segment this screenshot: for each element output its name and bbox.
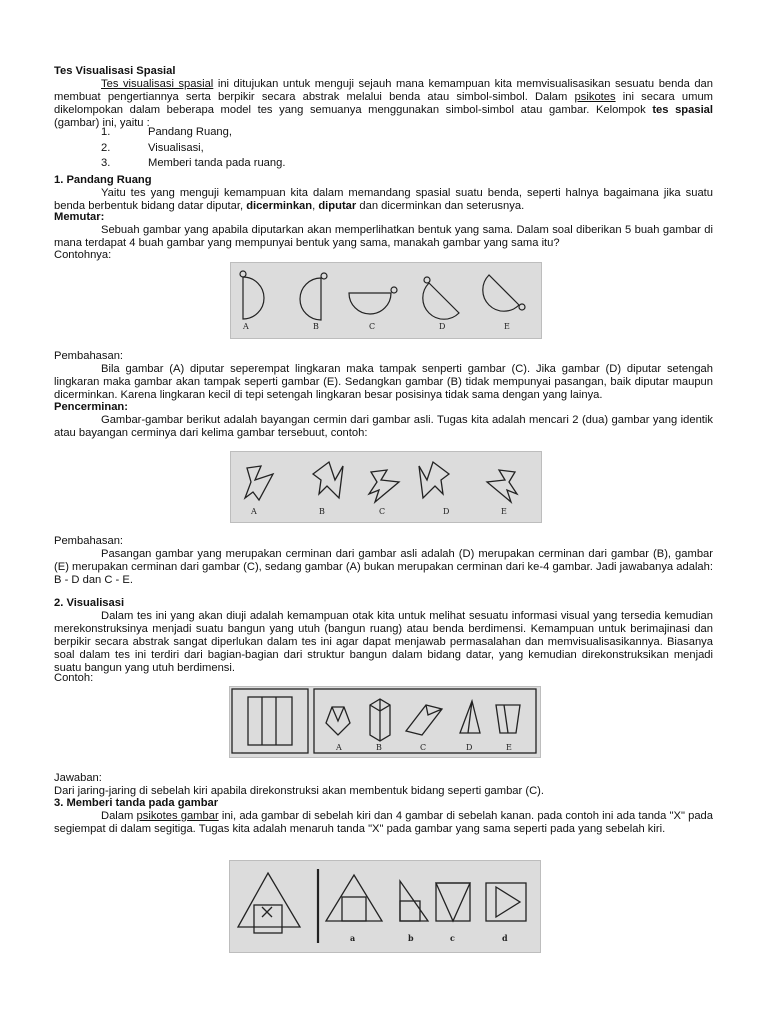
fig2-label-c: C <box>379 507 386 516</box>
fig3-label-a: A <box>336 743 342 752</box>
fig4-label-b: b <box>408 933 414 943</box>
memutar-paragraph: Sebuah gambar yang apabila diputarkan akan memperlihatkan bentuk yang sama. Dalam soal diberikan 5 buah gambar di mana terdapat 4 buah gambar yang mempunyai bentuk yang sama, manakah gambar yang sama itu? <box>54 224 713 249</box>
mirror-shape-e <box>487 470 517 502</box>
pencerminan-paragraph: Gambar-gambar berikut adalah bayangan cermin dari gambar asli. Tugas kita adalah mencari 2 (dua) gambar yang identik atau bayangan cerminya dari kelima gambar tersebuut, contoh: <box>54 414 713 439</box>
fig4-label-a: a <box>350 933 356 943</box>
shape-c <box>349 293 391 314</box>
tes-visualisasi-spasial-link[interactable]: Tes visualisasi spasial <box>101 78 214 90</box>
fig1-label-c: C <box>369 322 376 331</box>
list-item: 2. Visualisasi, <box>101 141 204 154</box>
mirror-shape-c <box>369 470 399 502</box>
option-c-square <box>436 883 470 921</box>
fig3-label-d: D <box>466 743 473 752</box>
fig2-label-d: D <box>443 507 450 516</box>
mirror-example-figure <box>230 451 542 523</box>
option-c-triangle <box>436 883 470 921</box>
net-square <box>248 697 292 745</box>
fig2-label-b: B <box>319 507 325 516</box>
section-3-paragraph: Dalam psikotes gambar ini, ada gambar di sebelah kiri dan 4 gambar di sebelah kanan. pada contoh ini ada tanda "X" pada segiempat di dalam segitiga. Tugas kita adalah menaruh tanda "X" pada gambar yang sama seperti pada yang sebelah kiri. <box>54 810 714 835</box>
jawaban-text: Dari jaring-jaring di sebelah kiri apabila direkonstruksi akan membentuk bidang seperti gambar (C). <box>54 785 544 797</box>
option-a-square <box>342 897 366 921</box>
net-frame <box>232 689 308 753</box>
shape-e-circle <box>519 304 525 310</box>
psikotes-link[interactable]: psikotes <box>574 90 616 103</box>
option-b-square <box>400 901 420 921</box>
option-d-triangle <box>496 887 520 917</box>
fig1-label-a: A <box>243 322 249 331</box>
list-item: 1. Pandang Ruang, <box>101 126 232 138</box>
visualization-example-figure <box>229 686 541 758</box>
shape-a <box>243 277 264 319</box>
test-type-list <box>54 126 713 173</box>
mirror-shape-a <box>245 466 273 500</box>
example-triangle <box>238 873 300 927</box>
shape-b-circle <box>321 273 327 279</box>
mirror-shapes-svg <box>231 452 541 522</box>
marking-example-figure <box>229 860 541 953</box>
pembahasan-1-paragraph: Bila gambar (A) diputar seperempat lingkaran maka tampak senperti gambar (C). Jika gambar (D) diputar setengah lingkaran maka gambar akan tampak seperti gambar (E). Sedangkan gambar (B) tidak mempunyai pasangan, baik diputar maupun dicerminkan. Karena lingkaran kecil di tepi setengah lingkaran besar posisinya tidak sama dengan yang lainya. <box>54 363 713 401</box>
shape-d <box>423 283 459 319</box>
section-1-heading: 1. Pandang Ruang <box>54 174 152 186</box>
rotation-shapes-svg <box>231 263 541 338</box>
psikotes-gambar-link[interactable]: psikotes gambar <box>136 810 219 822</box>
fig2-label-e: E <box>501 507 507 516</box>
document-title: Tes Visualisasi Spasial <box>54 65 176 77</box>
fig1-label-b: B <box>313 322 319 331</box>
section-1-paragraph: Yaitu tes yang menguji kemampuan kita dalam memandang spasial suatu benda, seperti halnya bagaimana jika suatu benda berbentuk bidang datar diputar, dicerminkan, diputar dan dicerminkan dan seterusnya. <box>54 187 713 212</box>
pembahasan-2-paragraph: Pasangan gambar yang merupakan cerminan dari gambar asli adalah (D) merupakan cerminan dari gambar (B), gambar (E) merupakan cerminan dari gambar (C), sedang gambar (A) bukan merupakan cerminan dari ke-4 gambar. Jadi jawabanya adalah: B - D dan C - E. <box>54 548 713 586</box>
solid-d <box>460 701 480 733</box>
contoh-label: Contoh: <box>54 672 94 684</box>
rotation-example-figure <box>230 262 542 339</box>
pembahasan-1-label: Pembahasan: <box>54 350 124 362</box>
fig3-label-b: B <box>376 743 382 752</box>
pembahasan-2-label: Pembahasan: <box>54 535 124 547</box>
mirror-shape-b <box>313 462 343 498</box>
fig1-label-e: E <box>504 322 510 331</box>
solid-a <box>326 707 350 735</box>
section-2-paragraph: Dalam tes ini yang akan diuji adalah kemampuan otak kita untuk melihat sesuatu informasi visual yang tersedia kemudian merekonstruksinya menjadi suatu bangun yang utuh (bangun ruang) atau benda berdimensi. Kemampuan untuk berimajinasi dan berpikir secara abstrak sangat diperlukan dalam tes ini agar dapat menjawab permasalahan dan memvisualisasikannya. Biasanya soal dalam tes ini terdiri dari bagian-bagian dari struktur bangun dalam bidang datar, yang kemudian direkonstruksikan menjadi suatu bangun yang utuh berdimensi. <box>54 610 713 674</box>
solid-c <box>406 705 442 735</box>
marking-shapes-svg <box>230 861 540 952</box>
shape-a-circle <box>240 271 246 277</box>
section-3-heading: 3. Memberi tanda pada gambar <box>54 797 219 809</box>
fig1-label-d: D <box>439 322 446 331</box>
fig3-label-e: E <box>506 743 512 752</box>
shape-e <box>483 275 519 311</box>
shape-d-circle <box>424 277 430 283</box>
fig3-label-c: C <box>420 743 427 752</box>
memutar-heading: Memutar: <box>54 211 105 223</box>
list-item: 3. Memberi tanda pada ruang. <box>101 157 286 169</box>
shape-b <box>300 278 321 320</box>
solid-b <box>370 699 390 741</box>
jawaban-label: Jawaban: <box>54 772 102 784</box>
option-a-triangle <box>326 875 382 921</box>
intro-paragraph: Tes visualisasi spasial ini ditujukan untuk menguji sejauh mana kemampuan kita memvisualisasikan sesuatu benda dan membuat pengertiannya serta berpikir secara abstrak melalui benda atau simbol-simbol. Dalam psikotes ini secara umum dikelompokan dalam beberapa model tes yang semuanya menggunakan simbol-simbol atau gambar. Kelompok tes spasial (gambar) ini, yaitu : <box>54 78 714 129</box>
section-2-heading: 2. Visualisasi <box>54 597 125 609</box>
contohnya-label: Contohnya: <box>54 249 112 261</box>
example-square <box>254 905 282 933</box>
solid-e <box>496 705 520 733</box>
shape-c-circle <box>391 287 397 293</box>
example-x-mark <box>262 907 272 917</box>
fig4-label-d: d <box>502 933 508 943</box>
pencerminan-heading: Pencerminan: <box>54 401 128 413</box>
fig2-label-a: A <box>251 507 257 516</box>
visualization-shapes-svg <box>230 687 540 757</box>
fig4-label-c: c <box>450 933 455 943</box>
mirror-shape-d <box>419 462 449 498</box>
